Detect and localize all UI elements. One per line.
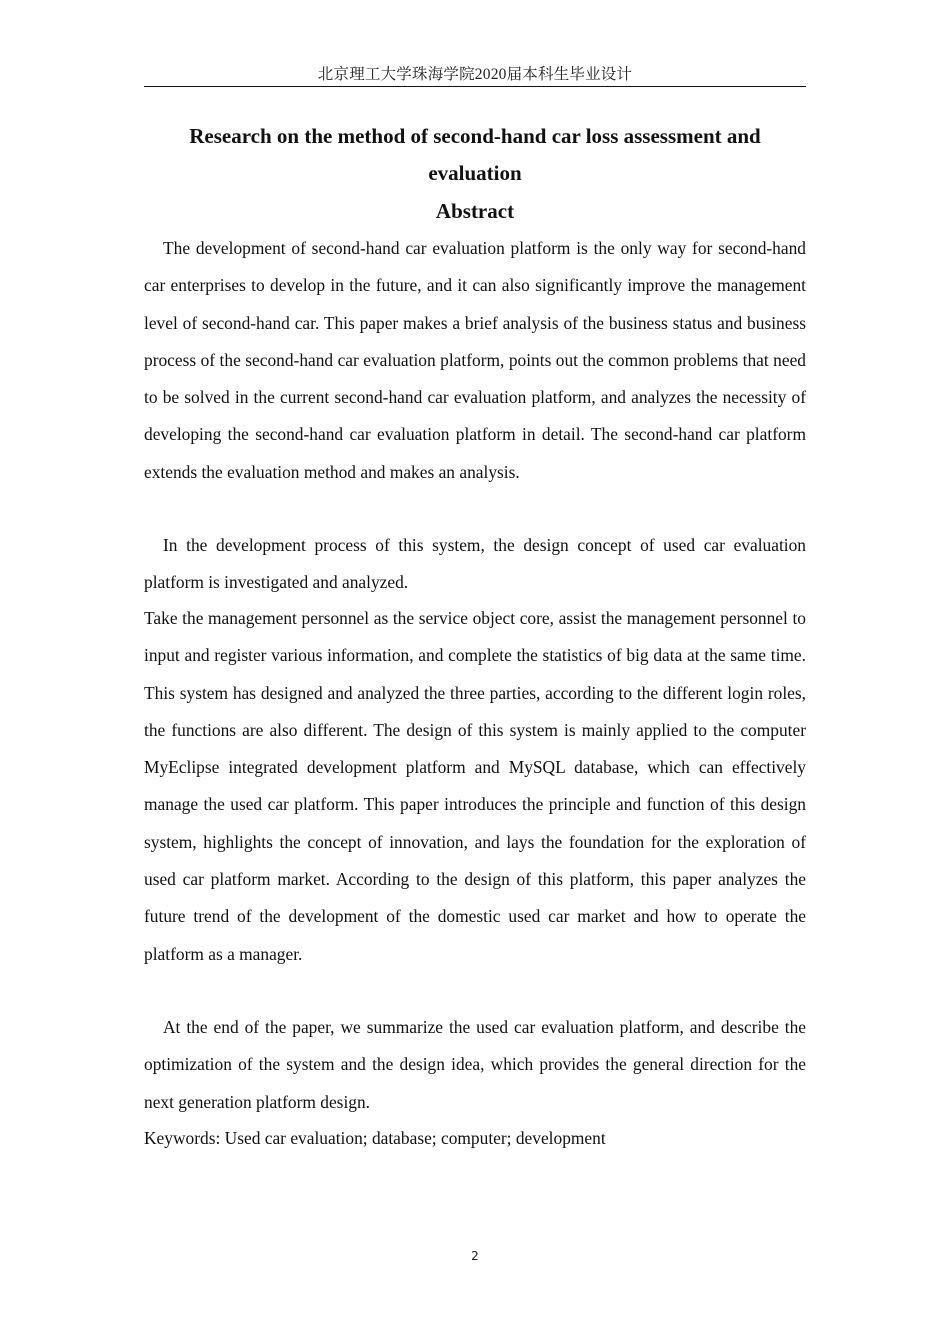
abstract-paragraph-1: The development of second-hand car evaluation platform is the only way for second-hand car enterprises to develop in the future, and it can also significantly improve the management level of second-hand car. This paper makes a brief analysis of the business status and business process of the second-hand car evaluation platform, points out the common problems that need to be solved in the current second-hand car evaluation platform, and analyzes the necessity of developing the second-hand car evaluation platform in detail. The second-hand car platform extends the evaluation method and makes an analysis.: [144, 238, 806, 482]
abstract-paragraph-4: At the end of the paper, we summarize the used car evaluation platform, and describe the optimization of the system and the design idea, which provides the general direction for the next generation platform design.: [144, 1017, 806, 1112]
abstract-paragraph-2: In the development process of this system, the design concept of used car evaluation platform is investigated and analyzed.: [144, 535, 806, 593]
keywords-line: Keywords: Used car evaluation; database; computer; development: [144, 1128, 606, 1148]
abstract-paragraph-3: Take the management personnel as the service object core, assist the management personnel to input and register various information, and complete the statistics of big data at the same time. This system has designed and analyzed the three parties, according to the different login roles, the functions are also different. The design of this system is mainly applied to the computer MyEclipse integrated development platform and MySQL database, which can effectively manage the used car platform. This paper introduces the principle and function of this design system, highlights the concept of innovation, and lays the foundation for the exploration of used car platform market. According to the design of this platform, this paper analyzes the future trend of the development of the domestic used car market and how to operate the platform as a manager.: [144, 608, 806, 964]
paper-title: Research on the method of second-hand car loss assessment and evaluation: [189, 124, 761, 185]
running-header: 北京理工大学珠海学院2020届本科生毕业设计: [317, 66, 633, 83]
page-number: 2: [471, 1249, 479, 1263]
header-divider: [144, 86, 806, 87]
abstract-heading: Abstract: [435, 199, 515, 223]
